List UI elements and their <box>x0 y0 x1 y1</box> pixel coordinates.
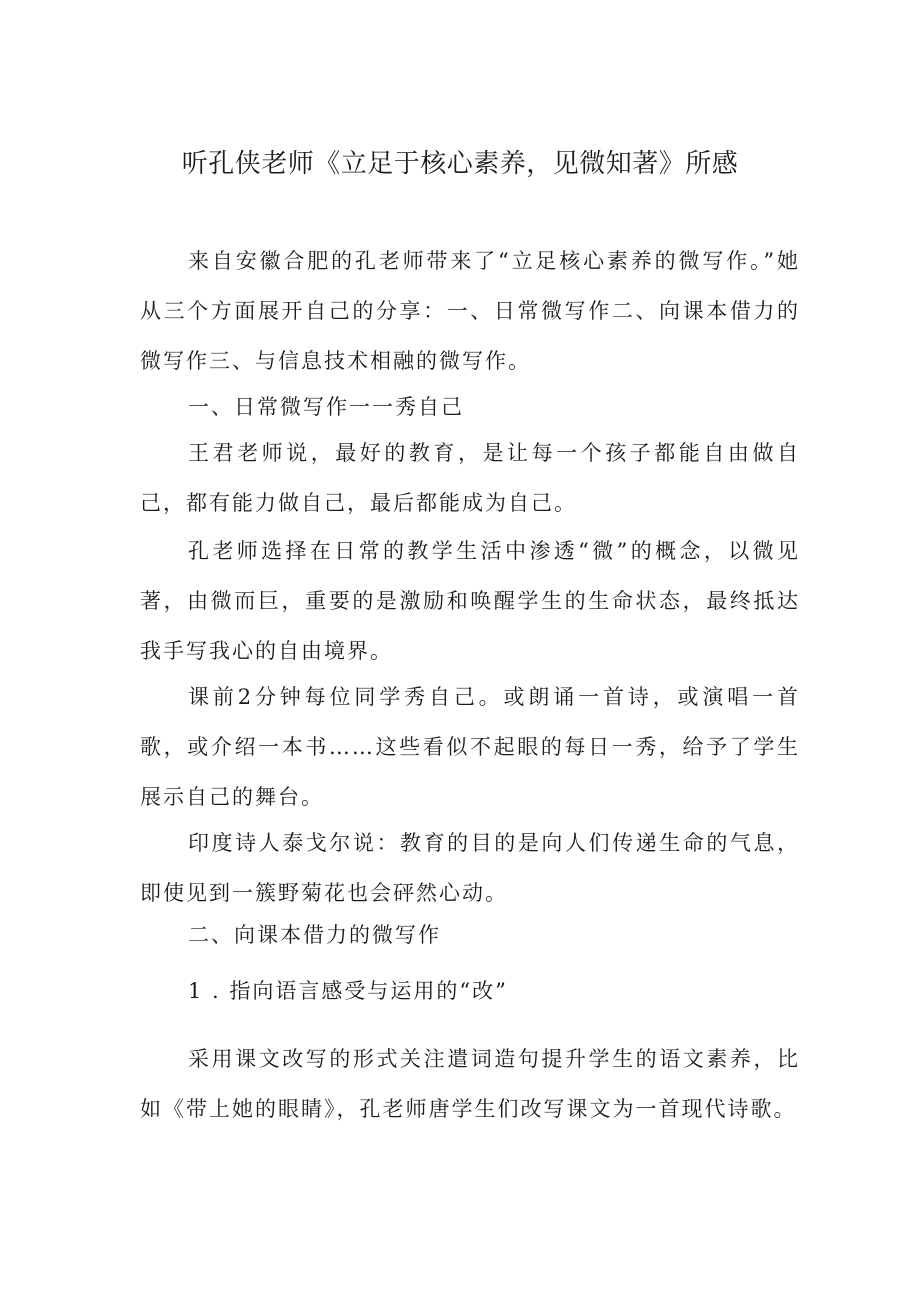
section-heading-daily-writing: 一、日常微写作一一秀自己 <box>188 395 464 419</box>
document-title: 听孔侠老师《立足于核心素养，见微知著》所感 <box>181 149 739 179</box>
subheading-rewrite: 1 . 指向语言感受与运用的“改” <box>188 979 508 1003</box>
paragraph-daily-show: 课前2分钟每位同学秀自己。或朗诵一首诗，或演唱一首歌，或介绍一本书……这些看似不起眼的每日一秀，给予了学生展示自己的舞台。 <box>140 685 800 809</box>
paragraph-wangjun-quote: 王君老师说，最好的教育，是让每一个孩子都能自由做自己，都有能力做自己，最后都能成为自己。 <box>140 441 800 515</box>
paragraph-rewrite-example: 采用课文改写的形式关注遣词造句提升学生的语文素养，比如《带上她的眼睛》，孔老师唐学生们改写课文为一首现代诗歌。 <box>140 1047 800 1121</box>
section-heading-textbook-writing: 二、向课本借力的微写作 <box>188 923 441 947</box>
paragraph-micro-concept: 孔老师选择在日常的教学生活中渗透“微”的概念，以微见著，由微而巨，重要的是激励和唤醒学生的生命状态，最终抵达我手写我心的自由境界。 <box>140 539 800 663</box>
paragraph-tagore-quote: 印度诗人泰戈尔说：教育的目的是向人们传递生命的气息，即使见到一簇野菊花也会砰然心动。 <box>140 831 800 905</box>
paragraph-intro: 来自安徽合肥的孔老师带来了“立足核心素养的微写作。”她从三个方面展开自己的分享：一、日常微写作二、向课本借力的微写作三、与信息技术相融的微写作。 <box>140 249 800 373</box>
